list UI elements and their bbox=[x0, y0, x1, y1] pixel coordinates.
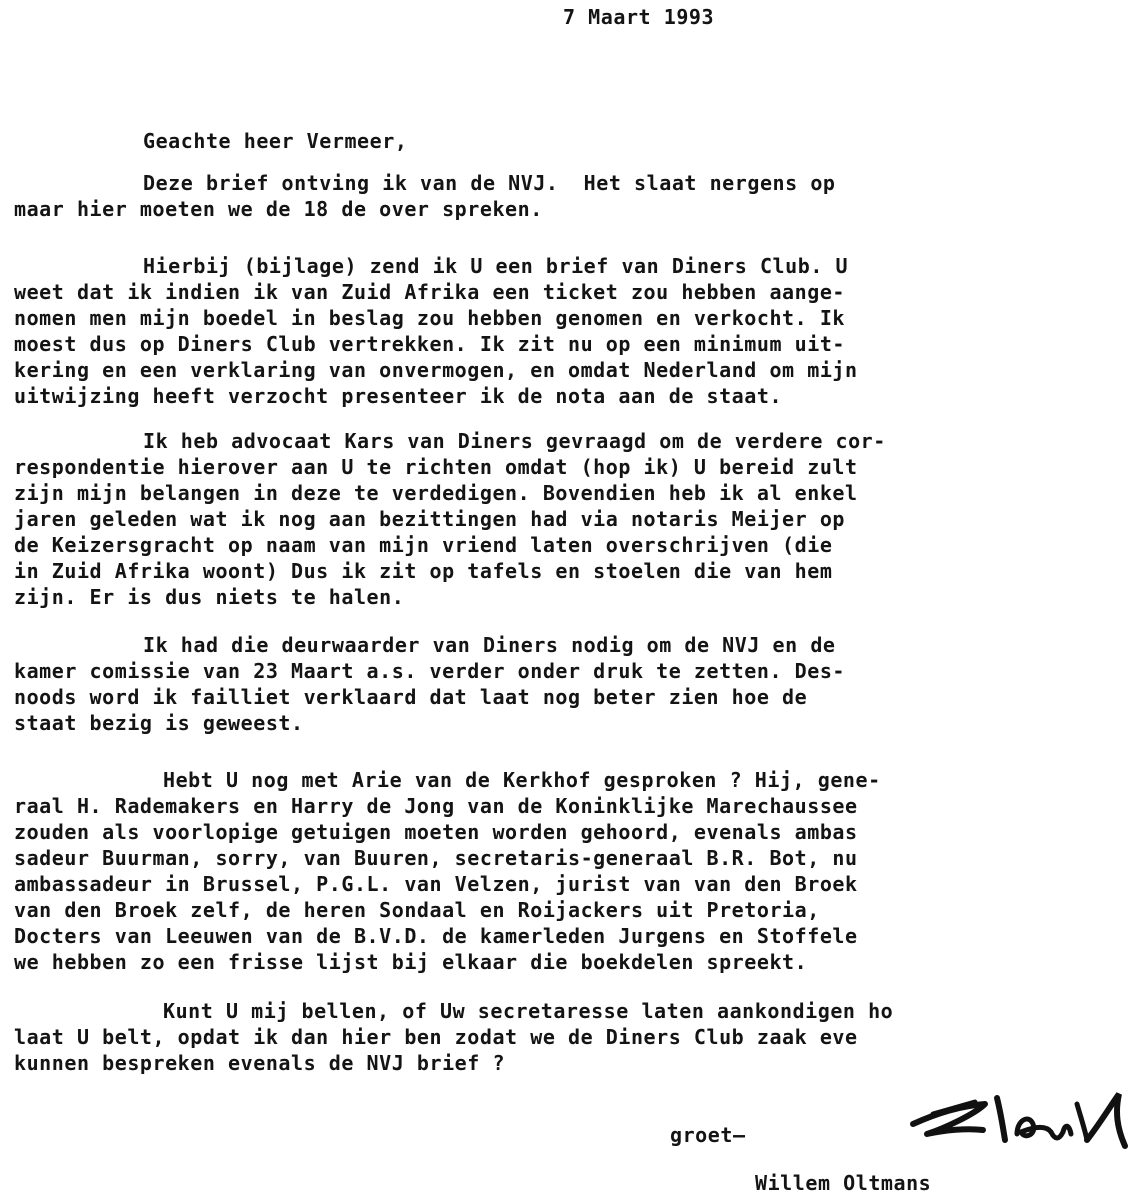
body-line: van den Broek zelf, de heren Sondaal en Roijackers uit Pretoria, bbox=[14, 898, 820, 922]
body-line: laat U belt, opdat ik dan hier ben zodat we de Diners Club zaak eve bbox=[14, 1025, 858, 1049]
body-line: moest dus op Diners Club vertrekken. Ik zit nu op een minimum uit- bbox=[14, 332, 846, 356]
body-line: noods word ik failliet verklaard dat laat nog beter zien hoe de bbox=[14, 685, 808, 709]
body-line: uitwijzing heeft verzocht presenteer ik de nota aan de staat. bbox=[14, 384, 783, 408]
body-line: raal H. Rademakers en Harry de Jong van de Koninklijke Marechaussee bbox=[14, 794, 858, 818]
handwritten-signature bbox=[905, 1084, 1135, 1154]
body-line: jaren geleden wat ik nog aan bezittingen had via notaris Meijer op bbox=[14, 507, 846, 531]
body-line: Ik had die deurwaarder van Diners nodig om de NVJ en de bbox=[143, 633, 836, 657]
body-line: kamer comissie van 23 Maart a.s. verder onder druk te zetten. Des- bbox=[14, 659, 846, 683]
body-line: kering en een verklaring van onvermogen, en omdat Nederland om mijn bbox=[14, 358, 858, 382]
body-line: weet dat ik indien ik van Zuid Afrika een ticket zou hebben aange- bbox=[14, 280, 846, 304]
body-line: we hebben zo een frisse lijst bij elkaar die boekdelen spreekt. bbox=[14, 950, 808, 974]
body-line: zouden als voorlopige getuigen moeten worden gehoord, evenals ambas bbox=[14, 820, 858, 844]
body-line: de Keizersgracht op naam van mijn vriend laten overschrijven (die bbox=[14, 533, 833, 557]
body-line: Hierbij (bijlage) zend ik U een brief van Diners Club. U bbox=[143, 254, 849, 278]
body-line: maar hier moeten we de 18 de over spreken. bbox=[14, 197, 543, 221]
body-line: zijn mijn belangen in deze te verdedigen. Bovendien heb ik al enkel bbox=[14, 481, 858, 505]
body-line: sadeur Buurman, sorry, van Buuren, secretaris-generaal B.R. Bot, nu bbox=[14, 846, 858, 870]
body-line: Hebt U nog met Arie van de Kerkhof gesproken ? Hij, gene- bbox=[163, 768, 881, 792]
body-line: Deze brief ontving ik van de NVJ. Het slaat nergens op bbox=[143, 171, 836, 195]
body-line: in Zuid Afrika woont) Dus ik zit op tafels en stoelen die van hem bbox=[14, 559, 833, 583]
body-line: staat bezig is geweest. bbox=[14, 711, 304, 735]
body-line: ambassadeur in Brussel, P.G.L. van Velzen, jurist van van den Broek bbox=[14, 872, 858, 896]
body-line: zijn. Er is dus niets te halen. bbox=[14, 585, 405, 609]
body-line: nomen men mijn boedel in beslag zou hebben genomen en verkocht. Ik bbox=[14, 306, 846, 330]
signature-name: Willem Oltmans bbox=[755, 1171, 932, 1195]
body-line: kunnen bespreken evenals de NVJ brief ? bbox=[14, 1051, 506, 1075]
body-line: Docters van Leeuwen van de B.V.D. de kamerleden Jurgens en Stoffele bbox=[14, 924, 858, 948]
body-line: Kunt U mij bellen, of Uw secretaresse laten aankondigen ho bbox=[163, 999, 894, 1023]
salutation: Geachte heer Vermeer, bbox=[143, 129, 408, 153]
letter-date: 7 Maart 1993 bbox=[563, 5, 715, 29]
closing-greeting: groet– bbox=[670, 1123, 746, 1147]
body-line: Ik heb advocaat Kars van Diners gevraagd om de verdere cor- bbox=[143, 429, 886, 453]
body-line: respondentie hierover aan U te richten omdat (hop ik) U bereid zult bbox=[14, 455, 858, 479]
